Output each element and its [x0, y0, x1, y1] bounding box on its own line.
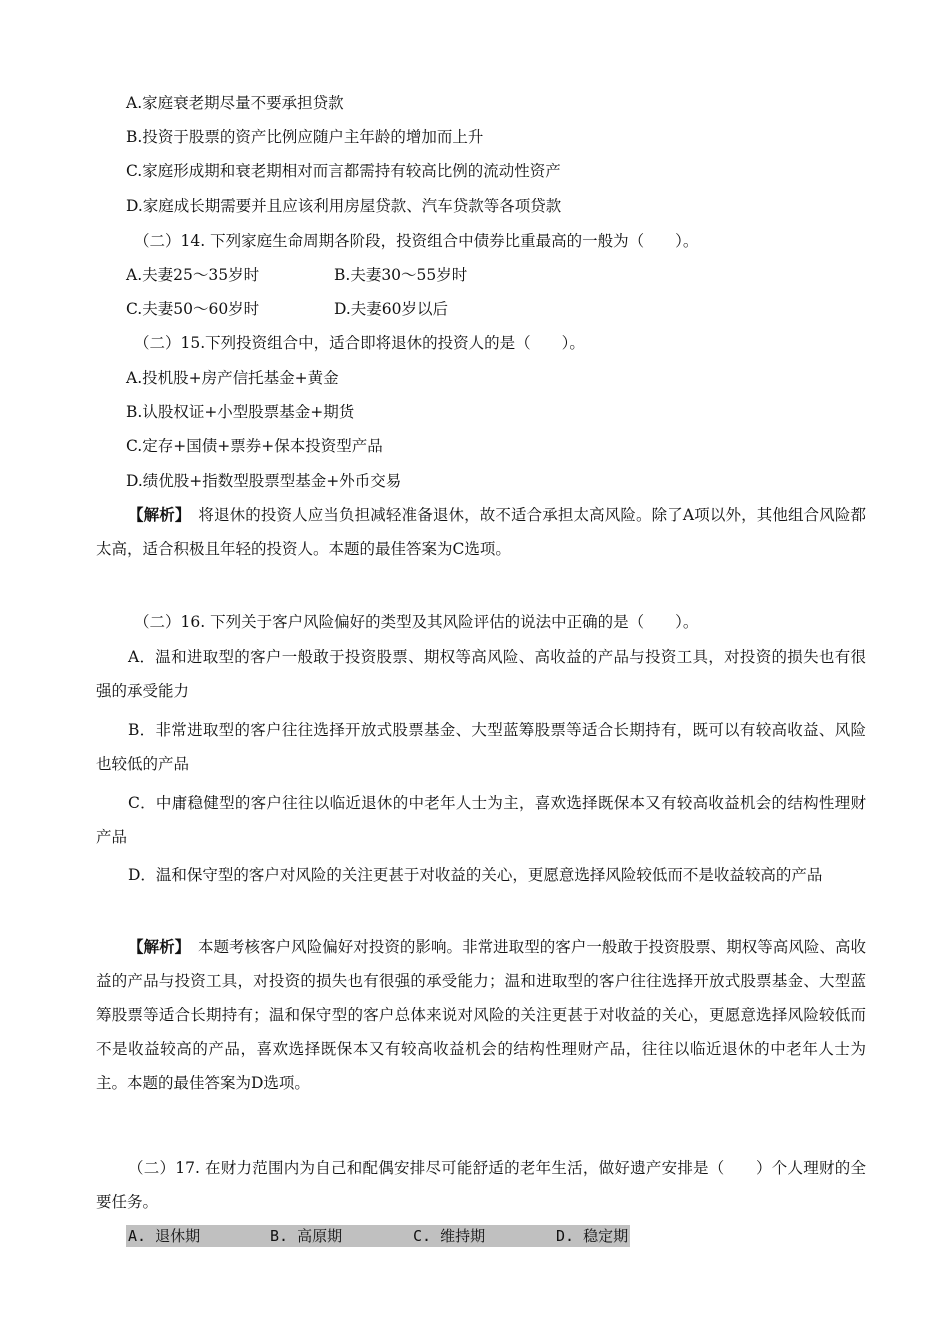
- q14-option-a: A.夫妻25～35岁时: [126, 266, 260, 284]
- answer-highlight: [126, 1225, 630, 1247]
- q16-stem: （二）16. 下列关于客户风险偏好的类型及其风险评估的说法中正确的是（ ）。: [134, 613, 699, 631]
- q13-option-c: C.家庭形成期和衰老期相对而言都需持有较高比例的流动性资产: [126, 162, 561, 180]
- q17-option-d: D. 稳定期: [556, 1227, 629, 1245]
- q14-option-c: C.夫妻50～60岁时: [126, 300, 260, 318]
- analysis-text: 本题考核客户风险偏好对投资的影响。非常进取型的客户一般敢于投资股票、期权等高风险、高收益的产品与投资工具，对投资的损失也有很强的承受能力；温和进取型的客户往往选择开放式股票基金、大型蓝筹股票等适合长期持有；温和保守型的客户总体来说对风险的关注更甚于对收益的关心，更愿意选择风险较低而不是收益较高的产品，喜欢选择既保本又有较高收益机会的结构性理财产品，往往以临近退休的中老年人士为主。本题的最佳答案为D选项。: [96, 938, 866, 1092]
- q17-option-a: A. 退休期: [128, 1227, 201, 1245]
- q17-option-b: B. 高原期: [270, 1227, 343, 1245]
- q16-option-d: D．温和保守型的客户对风险的关注更甚于对收益的关心，更愿意选择风险较低而不是收益较高的产品: [128, 866, 823, 884]
- q16-option-b: B．非常进取型的客户往往选择开放式股票基金、大型蓝筹股票等适合长期持有，既可以有较高收益、风险也较低的产品: [96, 721, 866, 773]
- q17-stem: （二）17. 在财力范围内为自己和配偶安排尽可能舒适的老年生活，做好遗产安排是（ ）个人理财的全要任务。: [96, 1159, 866, 1211]
- q15-analysis: [96, 498, 866, 566]
- analysis-text: 将退休的投资人应当负担减轻准备退休，故不适合承担太高风险。除了A项以外，其他组合风险都太高，适合积极且年轻的投资人。本题的最佳答案为C选项。: [96, 506, 866, 558]
- q16-option-a: A．温和进取型的客户一般敢于投资股票、期权等高风险、高收益的产品与投资工具，对投资的损失也有很强的承受能力: [96, 648, 866, 700]
- q16-option-c: C．中庸稳健型的客户往往以临近退休的中老年人士为主，喜欢选择既保本又有较高收益机会的结构性理财产品: [96, 794, 866, 846]
- q13-option-a: A.家庭衰老期尽量不要承担贷款: [126, 94, 344, 112]
- q17-option-c: C. 维持期: [413, 1227, 486, 1245]
- analysis-label: 【解析】: [128, 505, 183, 524]
- q14-option-d: D.夫妻60岁以后: [334, 300, 449, 318]
- q15-option-b: B.认股权证+小型股票基金+期货: [126, 403, 355, 421]
- q14-option-b: B.夫妻30～55岁时: [334, 266, 468, 284]
- q13-option-b: B.投资于股票的资产比例应随户主年龄的增加而上升: [126, 128, 484, 146]
- q13-option-d: D.家庭成长期需要并且应该利用房屋贷款、汽车贷款等各项贷款: [126, 197, 562, 215]
- q14-stem: （二）14. 下列家庭生命周期各阶段，投资组合中债券比重最高的一般为（ ）。: [134, 232, 699, 250]
- q15-option-d: D.绩优股+指数型股票型基金+外币交易: [126, 472, 402, 490]
- q15-option-c: C.定存+国债+票券+保本投资型产品: [126, 437, 383, 455]
- q15-option-a: A.投机股+房产信托基金+黄金: [126, 369, 339, 387]
- q16-analysis: [96, 930, 866, 1100]
- analysis-label: 【解析】: [128, 937, 183, 956]
- q15-stem: （二）15.下列投资组合中，适合即将退休的投资人的是（ ）。: [134, 334, 585, 352]
